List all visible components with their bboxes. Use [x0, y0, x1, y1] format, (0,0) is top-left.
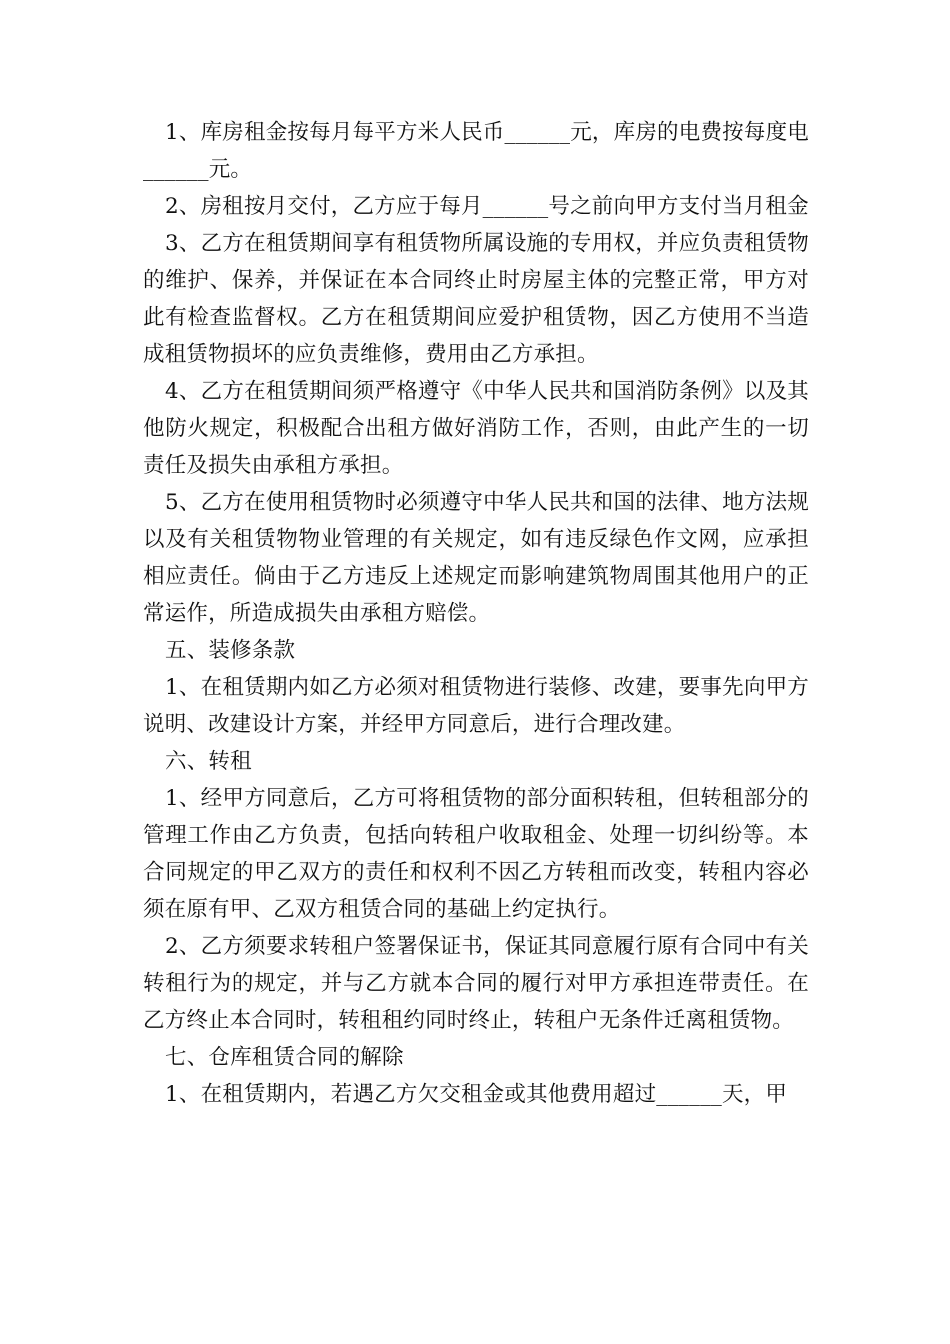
clause-maintenance: 3、乙方在租赁期间享有租赁物所属设施的专用权，并应负责租赁物的维护、保养，并保证在本合同终止时房屋主体的完整正常，甲方对此有检查监督权。乙方在租赁期间应爱护租赁物，因乙方使用不当造成租赁物损坏的应负责维修，费用由乙方承担。: [143, 231, 809, 367]
clause-renovation: 1、在租赁期内如乙方必须对租赁物进行装修、改建，要事先向甲方说明、改建设计方案，并经甲方同意后，进行合理改建。: [143, 675, 809, 737]
clause-legal-compliance: 5、乙方在使用租赁物时必须遵守中华人民共和国的法律、地方法规以及有关租赁物物业管理的有关规定，如有违反绿色作文网，应承担相应责任。倘由于乙方违反上述规定而影响建筑物周围其他用户的正常运作，所造成损失由承租方赔偿。: [143, 490, 809, 626]
section-heading-renovation: 五、装修条款: [165, 638, 296, 663]
clause-sublease-1: 1、经甲方同意后，乙方可将租赁物的部分面积转租，但转租部分的管理工作由乙方负责，包括向转租户收取租金、处理一切纠纷等。本合同规定的甲乙双方的责任和权利不因乙方转租而改变，转租内容必须在原有甲、乙双方租赁合同的基础上约定执行。: [143, 786, 809, 922]
clause-fire-safety: 4、乙方在租赁期间须严格遵守《中华人民共和国消防条例》以及其他防火规定，积极配合出租方做好消防工作，否则，由此产生的一切责任及损失由承租方承担。: [143, 379, 809, 478]
document-body: [143, 114, 809, 1113]
clause-rent-price: 1、库房租金按每月每平方米人民币______元，库房的电费按每度电______元。: [143, 120, 809, 182]
clause-termination-1: 1、在租赁期内，若遇乙方欠交租金或其他费用超过______天，甲: [165, 1082, 788, 1107]
section-heading-termination: 七、仓库租赁合同的解除: [165, 1045, 404, 1070]
clause-rent-payment: 2、房租按月交付，乙方应于每月______号之前向甲方支付当月租金: [165, 194, 809, 219]
section-heading-sublease: 六、转租: [165, 749, 252, 774]
clause-sublease-2: 2、乙方须要求转租户签署保证书，保证其同意履行原有合同中有关转租行为的规定，并与乙方就本合同的履行对甲方承担连带责任。在乙方终止本合同时，转租租约同时终止，转租户无条件迁离租赁物。: [143, 934, 809, 1033]
